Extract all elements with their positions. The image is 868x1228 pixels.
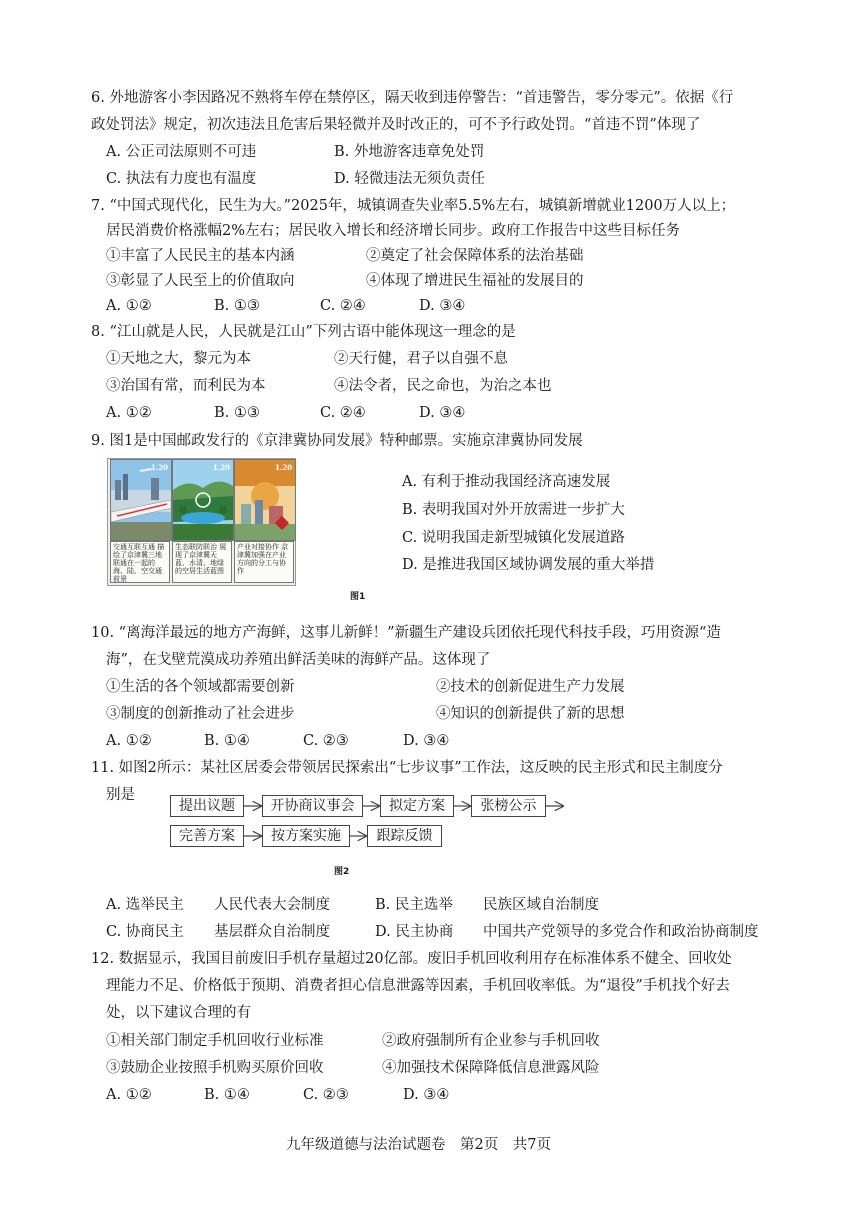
flow-step-1: 提出议题 xyxy=(170,795,244,817)
q7-option-a: A. ①② xyxy=(106,298,152,314)
q12-statement-3: ③鼓励企业按照手机购买原价回收 xyxy=(106,1060,324,1076)
page-footer: 九年级道德与法治试题卷 第2页 共7页 xyxy=(286,1137,551,1153)
q9-stem-line1: 9. 图1是中国邮政发行的《京津冀协同发展》特种邮票。实施京津冀协同发展 xyxy=(91,433,583,449)
q11-option-c-form: C. 协商民主 xyxy=(106,924,184,940)
q11-stem-line1: 11. 如图2所示：某社区居委会带领居民探索出“七步议事”工作法，这反映的民主形式和民主制度分 xyxy=(91,760,723,776)
stamp-transport-value: 1.20 xyxy=(150,463,168,472)
q8-stem-line1: 8. “江山就是人民，人民就是江山”下列古语中能体现这一理念的是 xyxy=(91,324,516,340)
q12-statement-1: ①相关部门制定手机回收行业标准 xyxy=(106,1033,324,1049)
stamp-transport-caption: 交通互联互通 描绘了京津冀三地联通在一起的海、陆、空交通前景 xyxy=(110,541,170,583)
q6-option-c: C. 执法有力度也有温度 xyxy=(106,171,257,187)
q12-option-d: D. ③④ xyxy=(403,1087,450,1103)
q8-option-d: D. ③④ xyxy=(419,405,466,421)
q10-option-c: C. ②③ xyxy=(303,733,349,749)
q12-stem-line1: 12. 数据显示，我国目前废旧手机存量超过20亿部。废旧手机回收利用存在标准体系不健全、回收处 xyxy=(91,951,732,967)
q8-statement-2: ②天行健，君子以自强不息 xyxy=(334,351,508,367)
q10-stem-line1: 10. “离海洋最远的地方产海鲜，这事儿新鲜！”新疆生产建设兵团依托现代科技手段，巧用资源“造 xyxy=(91,625,721,641)
q9-option-a: A. 有利于推动我国经济高速发展 xyxy=(402,474,611,490)
q12-option-c: C. ②③ xyxy=(303,1087,349,1103)
figure-1-label: 图1 xyxy=(350,592,366,602)
flow-step-3: 拟定方案 xyxy=(380,795,454,817)
q10-option-d: D. ③④ xyxy=(403,733,450,749)
q12-stem-line3: 处，以下建议合理的有 xyxy=(106,1005,251,1021)
q8-option-c: C. ②④ xyxy=(320,405,366,421)
q11-option-d-system: 中国共产党领导的多党合作和政治协商制度 xyxy=(483,924,759,940)
q7-statement-1: ①丰富了人民民主的基本内涵 xyxy=(106,248,295,264)
flow-step-6: 按方案实施 xyxy=(262,825,350,847)
q6-option-b: B. 外地游客违章免处罚 xyxy=(334,144,485,160)
q9-option-b: B. 表明我国对外开放需进一步扩大 xyxy=(402,502,625,518)
q12-statement-4: ④加强技术保障降低信息泄露风险 xyxy=(382,1060,600,1076)
stamp-industry-caption: 产业对接协作 京津冀加强在产业方向的分工与协作 xyxy=(234,541,294,583)
q11-option-a-system: 人民代表大会制度 xyxy=(214,897,330,913)
q7-stem-line2: 居民消费价格涨幅2%左右；居民收入增长和经济增长同步。政府工作报告中这些目标任务 xyxy=(106,223,680,239)
q11-stem-line2: 别是 xyxy=(106,787,135,803)
q8-statement-1: ①天地之大，黎元为本 xyxy=(106,351,251,367)
stamp-industry-value: 1.20 xyxy=(274,463,292,472)
q8-option-a: A. ①② xyxy=(106,405,152,421)
q12-option-a: A. ①② xyxy=(106,1087,152,1103)
q10-statement-1: ①生活的各个领域都需要创新 xyxy=(106,679,295,695)
q8-statement-3: ③治国有常，而利民为本 xyxy=(106,378,266,394)
q11-option-c-system: 基层群众自治制度 xyxy=(214,924,330,940)
q7-option-c: C. ②④ xyxy=(320,298,366,314)
flow-step-4: 张榜公示 xyxy=(471,795,546,817)
q10-option-a: A. ①② xyxy=(106,733,152,749)
q10-statement-4: ④知识的创新提供了新的思想 xyxy=(436,706,625,722)
q7-statement-2: ②奠定了社会保障体系的法治基础 xyxy=(366,248,584,264)
q7-statement-3: ③彰显了人民至上的价值取向 xyxy=(106,273,295,289)
q6-option-a: A. 公正司法原则不可违 xyxy=(106,144,257,160)
flow-step-5: 完善方案 xyxy=(170,825,244,847)
q10-option-b: B. ①④ xyxy=(204,733,250,749)
q11-option-b-system: 民族区域自治制度 xyxy=(483,897,599,913)
flow-step-7: 跟踪反馈 xyxy=(367,825,442,847)
figure-2-label: 图2 xyxy=(334,867,350,877)
q12-stem-line2: 理能力不足、价格低于预期、消费者担心信息泄露等因素，手机回收率低。为“退役”手机找个好去 xyxy=(106,978,730,994)
q11-option-b-form: B. 民主选举 xyxy=(375,897,453,913)
q7-option-d: D. ③④ xyxy=(419,298,466,314)
q7-statement-4: ④体现了增进民生福祉的发展目的 xyxy=(366,273,584,289)
q8-statement-4: ④法令者，民之命也，为治之本也 xyxy=(334,378,552,394)
q9-option-c: C. 说明我国走新型城镇化发展道路 xyxy=(402,530,625,546)
q7-option-b: B. ①③ xyxy=(214,298,260,314)
q12-option-b: B. ①④ xyxy=(204,1087,250,1103)
stamp-ecology-value: 1.20 xyxy=(212,463,230,472)
flow-step-2: 开协商议事会 xyxy=(262,795,363,817)
q6-option-d: D. 轻微违法无须负责任 xyxy=(334,171,485,187)
q12-statement-2: ②政府强制所有企业参与手机回收 xyxy=(382,1033,600,1049)
q7-stem-line1: 7. “中国式现代化，民生为大。”2025年，城镇调查失业率5.5%左右，城镇新增就业1200万人以上； xyxy=(91,198,736,214)
q6-stem-line2: 政处罚法》规定，初次违法且危害后果轻微并及时改正的，可不予行政处罚。“首违不罚”体现了 xyxy=(91,117,701,133)
q9-option-d: D. 是推进我国区域协调发展的重大举措 xyxy=(402,557,655,573)
stamp-ecology-caption: 生态联防联治 展现了京津冀天蓝、水清、地绿的空居生活蓝图 xyxy=(172,541,232,583)
q8-option-b: B. ①③ xyxy=(214,405,260,421)
q11-option-a-form: A. 选举民主 xyxy=(106,897,184,913)
q10-statement-2: ②技术的创新促进生产力发展 xyxy=(436,679,625,695)
q10-statement-3: ③制度的创新推动了社会进步 xyxy=(106,706,295,722)
q11-option-d-form: D. 民主协商 xyxy=(375,924,454,940)
q6-stem-line1: 6. 外地游客小李因路况不熟将车停在禁停区，隔天收到违停警告：“首违警告，零分零元”。依据《行 xyxy=(91,90,734,106)
q10-stem-line2: 海”，在戈壁荒漠成功养殖出鲜活美味的海鲜产品。这体现了 xyxy=(106,652,491,668)
